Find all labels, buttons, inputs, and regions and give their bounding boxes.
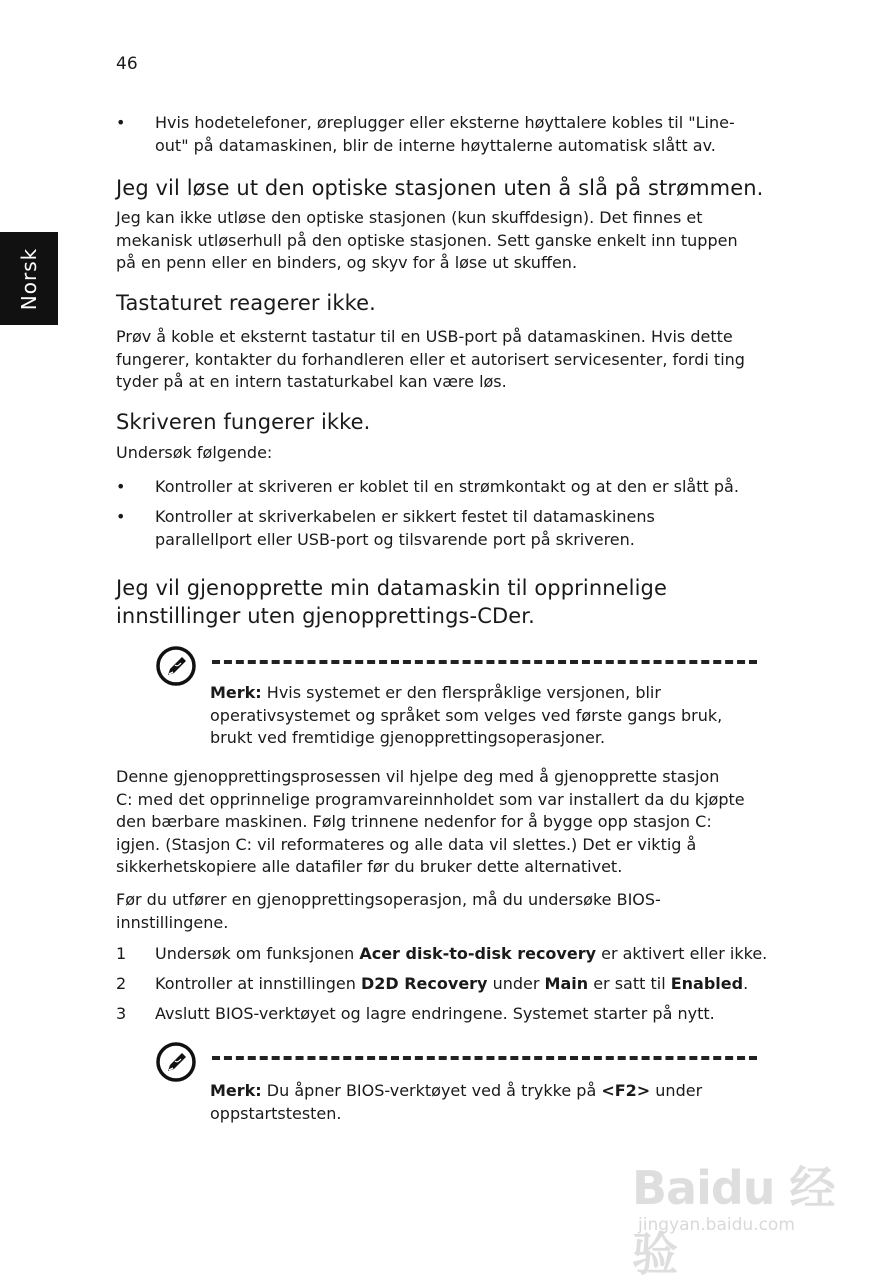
text-line: på en penn eller en binders, og skyv for å løse ut skuffen. — [116, 253, 578, 272]
step-2 — [116, 973, 766, 996]
note-key: <F2> — [601, 1081, 651, 1100]
step-text-part: Kontroller at innstillingen — [155, 974, 361, 993]
step-number: 2 — [116, 974, 127, 993]
baidu-watermark — [632, 1140, 842, 1281]
printer-intro: Undersøk følgende: — [116, 443, 273, 462]
text-line: C: med det opprinnelige programvareinnholdet som var installert da du kjøpte — [116, 789, 745, 809]
step-number: 1 — [116, 944, 127, 963]
printer-bullet-1 — [116, 476, 766, 499]
step-text-bold: D2D Recovery — [360, 974, 488, 993]
text-line: mekanisk utløserhull på den optiske stasjonen. Sett ganske enkelt inn tuppen — [116, 230, 738, 250]
note-text: under — [650, 1081, 703, 1100]
text-line: Denne gjenopprettingsprosessen vil hjelpe deg med å gjenopprette stasjon — [116, 767, 720, 786]
heading-restore — [116, 574, 667, 630]
text-line: innstillingene. — [116, 912, 229, 932]
bullet-dot: • — [116, 507, 126, 526]
intro-bullet — [116, 112, 766, 158]
note-2 — [210, 1080, 760, 1125]
language-side-tab-label: Norsk — [17, 247, 41, 310]
text-line: Kontroller at skriverkabelen er sikkert festet til datamaskinens — [155, 507, 655, 526]
note-text: Hvis systemet er den flerspråklige versjonen, blir — [261, 683, 661, 702]
text-line: Prøv å koble et eksternt tastatur til en USB-port på datamaskinen. Hvis dette — [116, 327, 733, 346]
heading-line: Jeg vil gjenopprette min datamaskin til opprinnelige — [116, 576, 667, 600]
bullet-dot: • — [116, 477, 126, 496]
note-label: Merk: — [210, 1081, 262, 1100]
step-text-part: er satt til — [588, 974, 671, 993]
watermark-url: jingyan.baidu.com — [638, 1215, 795, 1235]
text-line: parallellport eller USB-port og tilsvarende port på skriveren. — [155, 529, 635, 549]
text-line: oppstartstesten. — [210, 1103, 342, 1123]
step-text-part: er aktivert eller ikke. — [596, 944, 768, 963]
text-line: fungerer, kontakter du forhandleren eller et autorisert servicesenter, fordi ting — [116, 349, 745, 369]
note-text: Du åpner BIOS-verktøyet ved å trykke på — [261, 1081, 602, 1100]
page-number: 46 — [116, 54, 138, 74]
bullet-dot: • — [116, 113, 126, 132]
note-pencil-icon — [155, 645, 197, 687]
note-label: Merk: — [210, 683, 262, 702]
text-line: den bærbare maskinen. Følg trinnene nedenfor for å bygge opp stasjon C: — [116, 812, 712, 831]
step-text-part: . — [743, 974, 749, 993]
printer-bullet-2-text — [155, 506, 765, 551]
paragraph-restore-process — [116, 766, 796, 879]
heading-optical-drive: Jeg vil løse ut den optiske stasjonen uten å slå på strømmen. — [116, 176, 764, 200]
paragraph-bios-check — [116, 889, 776, 934]
note-1 — [210, 682, 760, 750]
watermark-logo-text: Baidu 经验 — [632, 1161, 835, 1281]
printer-bullet-2 — [116, 506, 766, 552]
note-divider — [212, 1056, 757, 1060]
step-text-bold: Enabled — [670, 974, 744, 993]
paragraph-optical-drive — [116, 207, 776, 275]
language-side-tab — [0, 232, 58, 325]
heading-printer: Skriveren fungerer ikke. — [116, 410, 371, 434]
step-text — [155, 943, 768, 966]
step-text-bold: Acer disk-to-disk recovery — [359, 944, 597, 963]
text-line: sikkerhetskopiere alle datafiler før du bruker dette alternativet. — [116, 857, 623, 876]
text-line: tyder på at en intern tastaturkabel kan være løs. — [116, 372, 507, 391]
step-3 — [116, 1003, 766, 1026]
text-line — [210, 682, 760, 705]
paragraph-keyboard — [116, 326, 776, 394]
text-line: operativsystemet og språket som velges ved første gangs bruk, — [210, 705, 723, 725]
step-1 — [116, 943, 766, 966]
text-line: Jeg kan ikke utløse den optiske stasjonen (kun skuffdesign). Det finnes et — [116, 208, 703, 227]
text-line — [210, 1080, 760, 1103]
step-text: Avslutt BIOS-verktøyet og lagre endringene. Systemet starter på nytt. — [155, 1004, 715, 1023]
note-divider — [212, 660, 757, 664]
printer-bullet-1-text: Kontroller at skriveren er koblet til en strømkontakt og at den er slått på. — [155, 477, 739, 496]
intro-bullet-text: Hvis hodetelefoner, øreplugger eller eksterne høyttalere kobles til "Line-out" på datamaskinen, blir de interne høyttalerne automatisk slått av. — [155, 113, 735, 155]
step-number: 3 — [116, 1004, 127, 1023]
step-text — [155, 973, 765, 996]
heading-line: innstillinger uten gjenopprettings-CDer. — [116, 604, 535, 628]
text-line: igjen. (Stasjon C: vil reformateres og alle data vil slettes.) Det er viktig å — [116, 834, 697, 854]
text-line: Før du utfører en gjenopprettingsoperasjon, må du undersøke BIOS- — [116, 890, 661, 909]
step-text-part: under — [487, 974, 545, 993]
step-text-bold: Main — [544, 974, 589, 993]
step-text-part: Undersøk om funksjonen — [155, 944, 360, 963]
note-pencil-icon — [155, 1041, 197, 1083]
heading-keyboard: Tastaturet reagerer ikke. — [116, 291, 376, 315]
text-line: brukt ved fremtidige gjenopprettingsoperasjoner. — [210, 728, 606, 747]
